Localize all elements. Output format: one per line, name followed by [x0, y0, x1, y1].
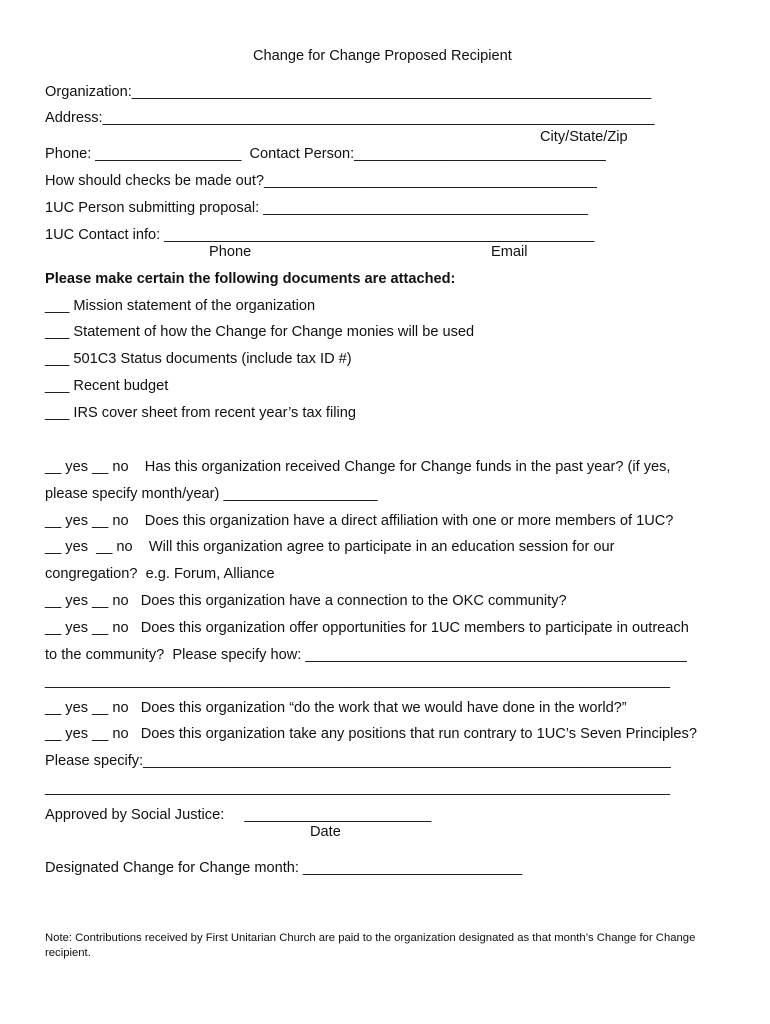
contact-info-field[interactable]: 1UC Contact info: _____________________________________________________	[45, 227, 595, 243]
question-prior-funds[interactable]: __ yes __ no Has this organization received Change for Change funds in the past year? (if yes,	[45, 459, 671, 475]
question-outreach[interactable]: __ yes __ no Does this organization offer opportunities for 1UC members to participate in outreach	[45, 620, 689, 636]
phone-sublabel: Phone	[209, 244, 252, 260]
checks-payable-field[interactable]: How should checks be made out?_________________________________________	[45, 173, 597, 189]
designated-month-field[interactable]: Designated Change for Change month: ___________________________	[45, 860, 523, 876]
question-principles-line[interactable]: _____________________________________________________________________________	[45, 780, 670, 796]
date-sublabel: Date	[310, 824, 341, 840]
document-item[interactable]: ___ Recent budget	[45, 378, 169, 394]
footer-note: Note: Contributions received by First Unitarian Church are paid to the organization designated as that month’s Change for Change recipient.	[45, 932, 696, 959]
form-title: Change for Change Proposed Recipient	[253, 48, 512, 64]
organization-field[interactable]: Organization:________________________________________________________________	[45, 84, 652, 100]
address-field[interactable]: Address:____________________________________________________________________	[45, 110, 655, 126]
document-item[interactable]: ___ 501C3 Status documents (include tax ID #)	[45, 351, 352, 367]
email-sublabel: Email	[491, 244, 528, 260]
question-okc-connection[interactable]: __ yes __ no Does this organization have a connection to the OKC community?	[45, 593, 567, 609]
document-item[interactable]: ___ Mission statement of the organization	[45, 298, 316, 314]
question-work-in-world[interactable]: __ yes __ no Does this organization “do the work that we would have done in the world?”	[45, 700, 627, 716]
document-item[interactable]: ___ Statement of how the Change for Change monies will be used	[45, 324, 475, 340]
documents-heading: Please make certain the following documents are attached:	[45, 271, 456, 287]
question-outreach-specify[interactable]: to the community? Please specify how: _______________________________________________	[45, 647, 687, 663]
question-education-session-cont: congregation? e.g. Forum, Alliance	[45, 566, 275, 582]
question-affiliation[interactable]: __ yes __ no Does this organization have a direct affiliation with one or more members of 1UC?	[45, 513, 674, 529]
question-education-session[interactable]: __ yes __ no Will this organization agree to participate in an education session for our	[45, 539, 615, 555]
question-principles-specify[interactable]: Please specify:_________________________________________________________________	[45, 753, 671, 769]
approval-field[interactable]: Approved by Social Justice: _______________________	[45, 807, 432, 823]
question-outreach-line[interactable]: _____________________________________________________________________________	[45, 673, 670, 689]
submitter-field[interactable]: 1UC Person submitting proposal: ________________________________________	[45, 200, 588, 216]
document-item[interactable]: ___ IRS cover sheet from recent year’s tax filing	[45, 405, 356, 421]
phone-contact-field[interactable]: Phone: __________________ Contact Person:_______________________________	[45, 146, 606, 162]
question-seven-principles[interactable]: __ yes __ no Does this organization take any positions that run contrary to 1UC’s Seven Principles?	[45, 726, 697, 742]
city-state-zip-label: City/State/Zip	[540, 129, 628, 145]
question-prior-funds-specify[interactable]: please specify month/year) ___________________	[45, 486, 378, 502]
